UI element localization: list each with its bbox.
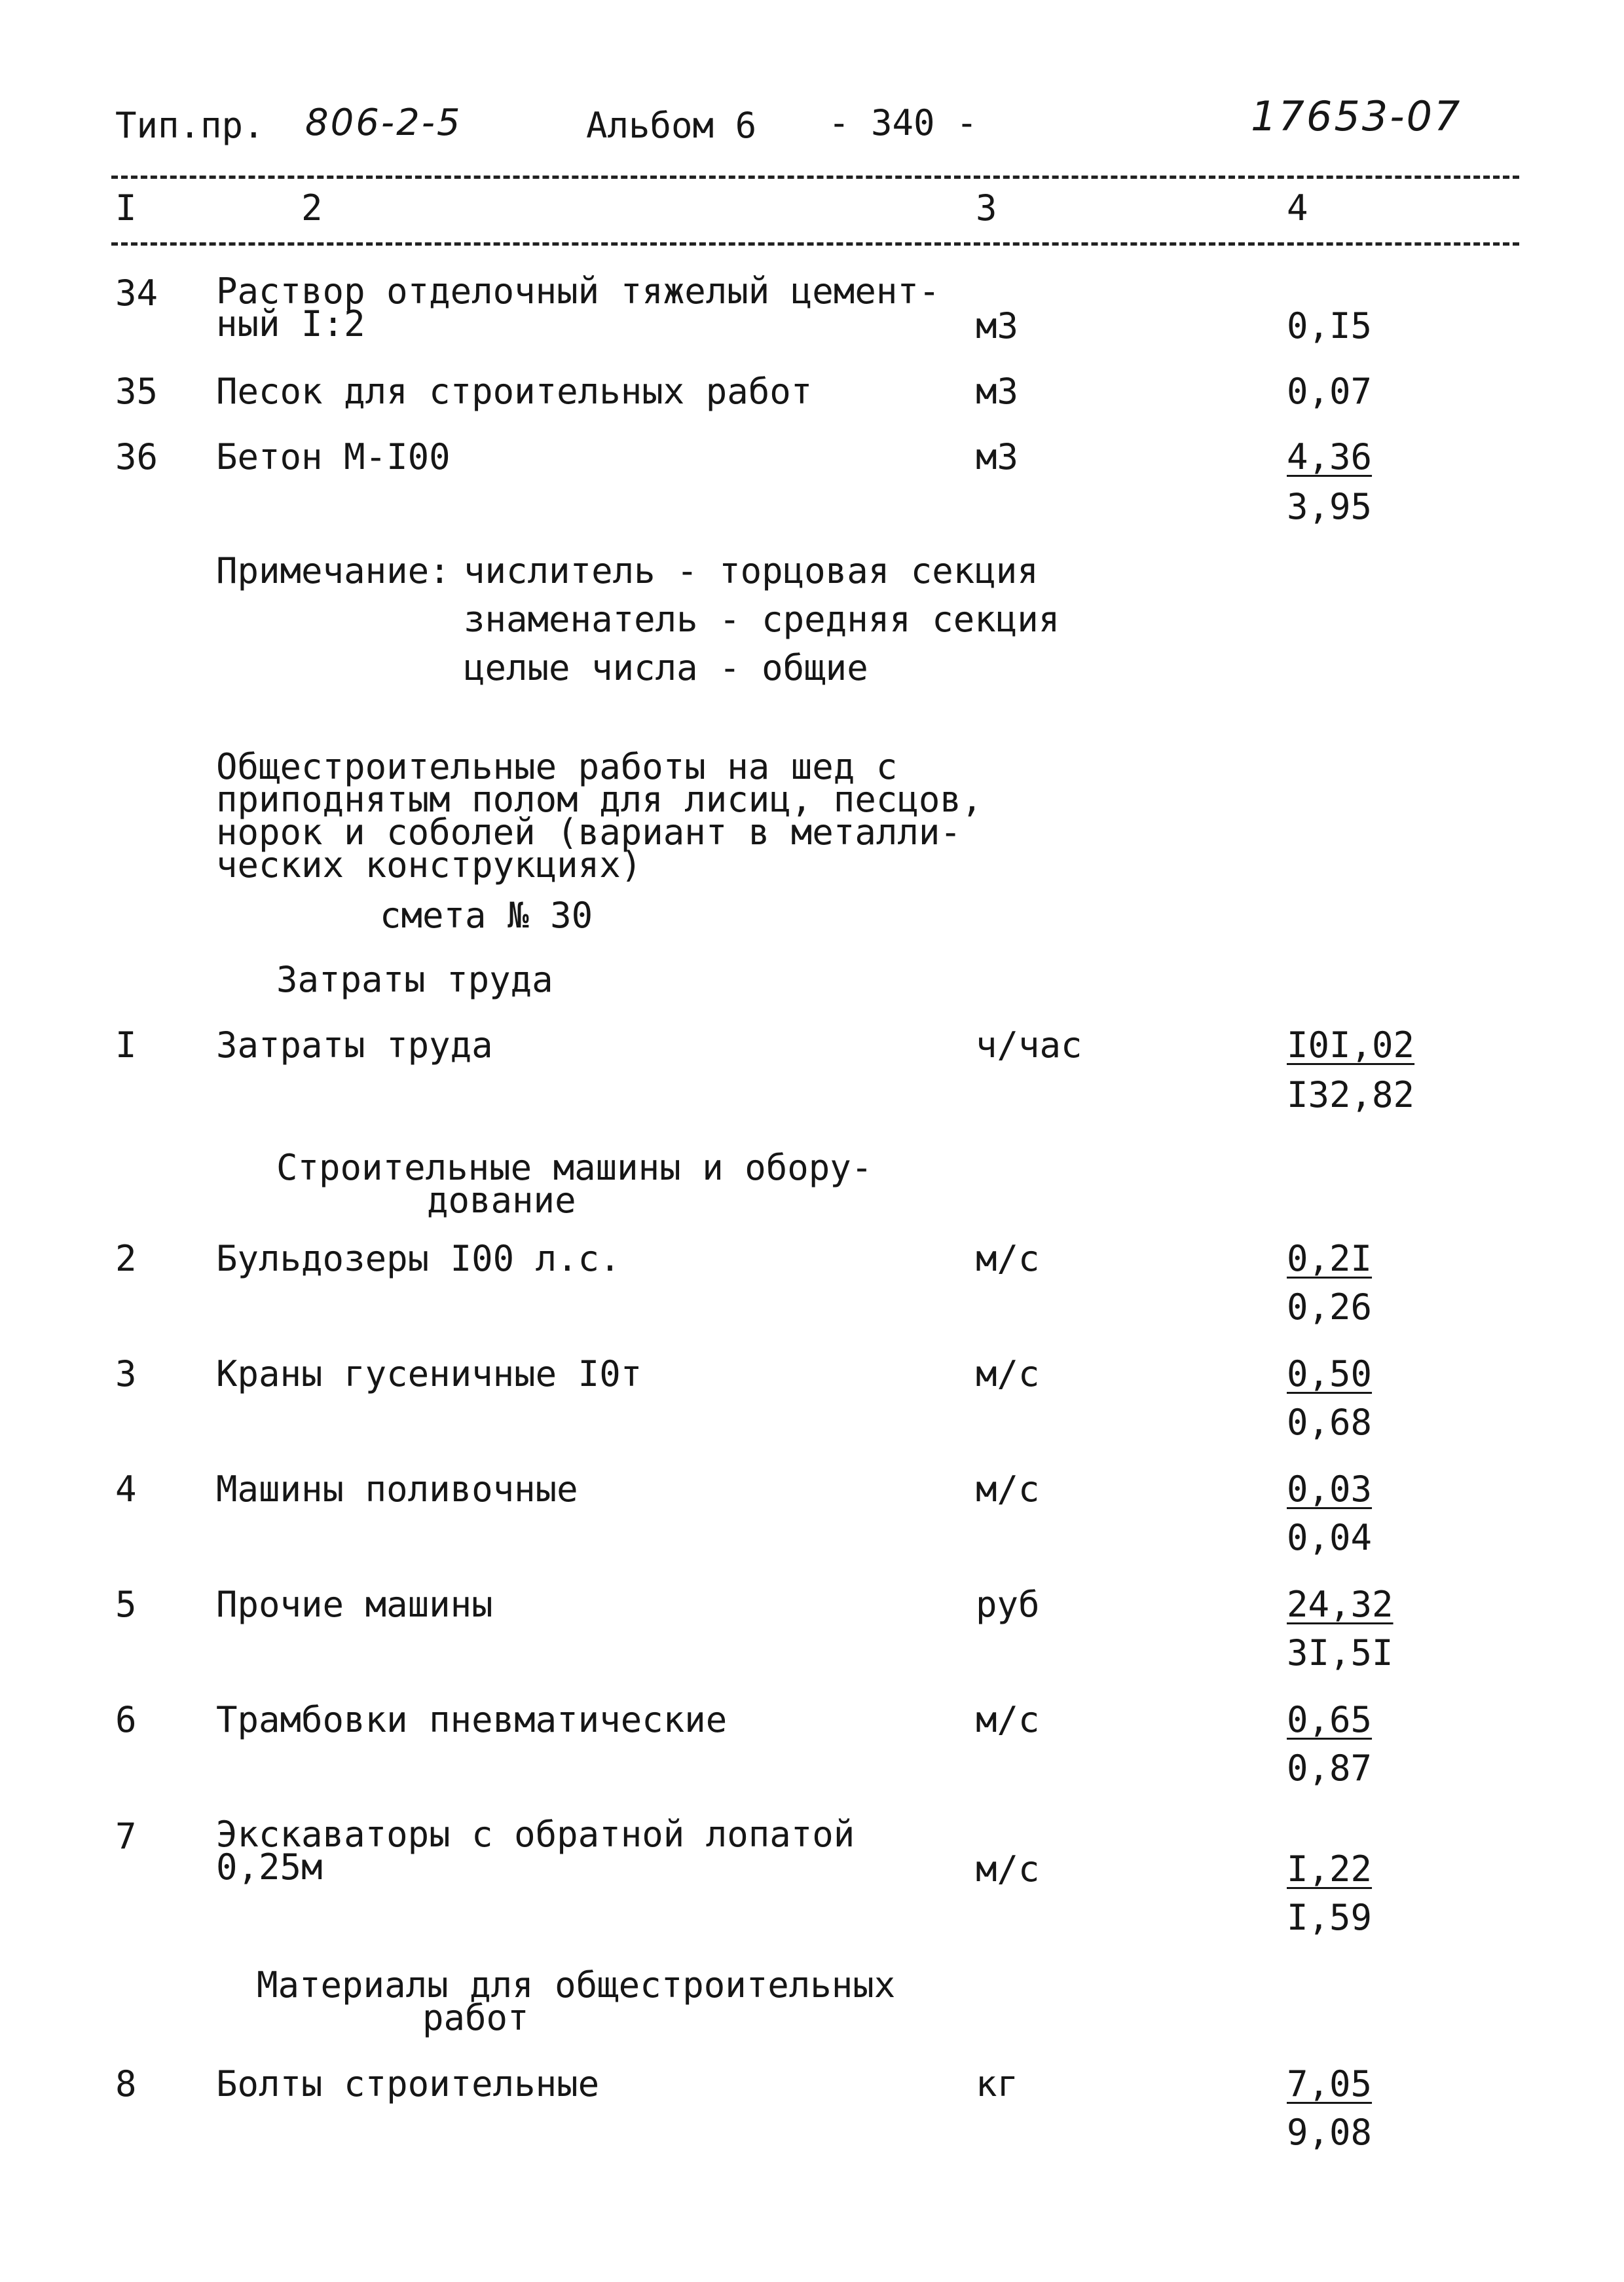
row-35-name: Песок для строительных работ [216,371,813,412]
machine-row-5-denominator: 3I,5I [1287,1632,1393,1674]
machine-row-7-denominator: I,59 [1287,1897,1373,1938]
machine-row-7-number: 7 [115,1816,137,1857]
row-36-numerator: 4,36 [1287,436,1373,477]
machine-row-6-numerator: 0,65 [1287,1699,1373,1740]
page-number: - 340 - [828,102,978,143]
column-header-1: I [115,187,137,229]
machine-row-2-numerator: 0,2I [1287,1238,1373,1279]
machine-row-6-name: Трамбовки пневматические [216,1699,728,1740]
row-36-unit: м3 [976,436,1019,477]
album-label: Альбом 6 [586,105,757,146]
machine-row-2-unit: м/с [976,1238,1040,1279]
section-title-line-4: ческих конструкциях) [216,844,642,886]
machines-heading-line-2: дование [427,1180,576,1221]
column-header-4: 4 [1287,187,1308,229]
row-36-denominator: 3,95 [1287,486,1373,527]
row-34-name-line-1: Раствор отделочный тяжелый цемент- [216,271,940,312]
machine-row-3-unit: м/с [976,1353,1040,1394]
material-row-8-numerator: 7,05 [1287,2063,1373,2104]
note-line-3: целые числа - общие [464,647,868,688]
type-label: Тип.пр. [115,105,265,146]
labor-row-number: I [115,1024,137,1066]
machine-row-5-name: Прочие машины [216,1584,493,1625]
material-row-8-name: Болты строительные [216,2063,600,2104]
machine-row-3-denominator: 0,68 [1287,1402,1373,1443]
machine-row-6-denominator: 0,87 [1287,1748,1373,1789]
row-35-unit: м3 [976,371,1019,412]
row-35-number: 35 [115,371,158,412]
note-label: Примечание: [216,550,451,591]
machine-row-2-number: 2 [115,1238,137,1279]
row-35-value: 0,07 [1287,371,1373,412]
labor-row-name: Затраты труда [216,1024,493,1066]
machine-row-5-unit: руб [976,1584,1040,1625]
labor-heading: Затраты труда [276,959,553,1000]
machine-row-5-number: 5 [115,1584,137,1625]
machine-row-7-numerator: I,22 [1287,1848,1373,1890]
machine-row-4-unit: м/с [976,1468,1040,1510]
materials-heading [257,1964,896,2038]
row-34-number: 34 [115,272,158,314]
materials-heading-line-2: работ [422,1997,529,2038]
row-34-name [216,271,940,345]
machines-heading [276,1147,873,1221]
row-36-number: 36 [115,436,158,477]
column-header-2: 2 [301,187,323,229]
machine-row-4-denominator: 0,04 [1287,1517,1373,1558]
row-34-value: 0,I5 [1287,305,1373,346]
material-row-8-denominator: 9,08 [1287,2112,1373,2153]
machine-row-3-number: 3 [115,1353,137,1394]
machine-row-7-name [216,1814,855,1888]
note-line-1: числитель - торцовая секция [464,550,1039,591]
materials-heading-line-1: Материалы для общестроительных [257,1964,896,2006]
estimate-number: смета № 30 [380,895,593,936]
machine-row-7-name-line-2: 0,25м [216,1846,323,1888]
project-code: 806-2-5 [305,102,462,144]
labor-row-denominator: I32,82 [1287,1074,1415,1115]
doc-number: 17653-07 [1251,92,1462,140]
machine-row-4-name: Машины поливочные [216,1468,578,1510]
labor-row-unit: ч/час [976,1024,1082,1066]
machine-row-3-numerator: 0,50 [1287,1353,1373,1394]
material-row-8-number: 8 [115,2063,137,2104]
machine-row-5-numerator: 24,32 [1287,1584,1393,1625]
row-34-unit: м3 [976,305,1019,346]
header-top-rule [111,176,1519,179]
machine-row-2-name: Бульдозеры I00 л.с. [216,1238,621,1279]
machine-row-7-unit: м/с [976,1848,1040,1890]
header-bottom-rule [111,242,1519,246]
machine-row-2-denominator: 0,26 [1287,1286,1373,1328]
machine-row-7-name-line-1: Экскаваторы с обратной лопатой [216,1814,855,1855]
material-row-8-unit: кг [976,2063,1019,2104]
section-title-line-1: Общестроительные работы на шед с [216,746,898,787]
machine-row-6-number: 6 [115,1699,137,1740]
section-title-line-2: приподнятым полом для лисиц, песцов, [216,779,983,820]
section-title-line-3: норок и соболей (вариант в металли- [216,812,961,853]
row-34-name-line-2: ный I:2 [216,303,365,345]
row-36-name: Бетон М-I00 [216,436,451,477]
column-header-3: 3 [976,187,997,229]
note-line-2: знаменатель - средняя секция [464,599,1060,640]
machine-row-4-number: 4 [115,1468,137,1510]
machine-row-6-unit: м/с [976,1699,1040,1740]
section-title [216,746,983,886]
machines-heading-line-1: Строительные машины и обору- [276,1147,873,1188]
machine-row-3-name: Краны гусеничные I0т [216,1353,642,1394]
machine-row-4-numerator: 0,03 [1287,1468,1373,1510]
labor-row-numerator: I0I,02 [1287,1024,1415,1066]
